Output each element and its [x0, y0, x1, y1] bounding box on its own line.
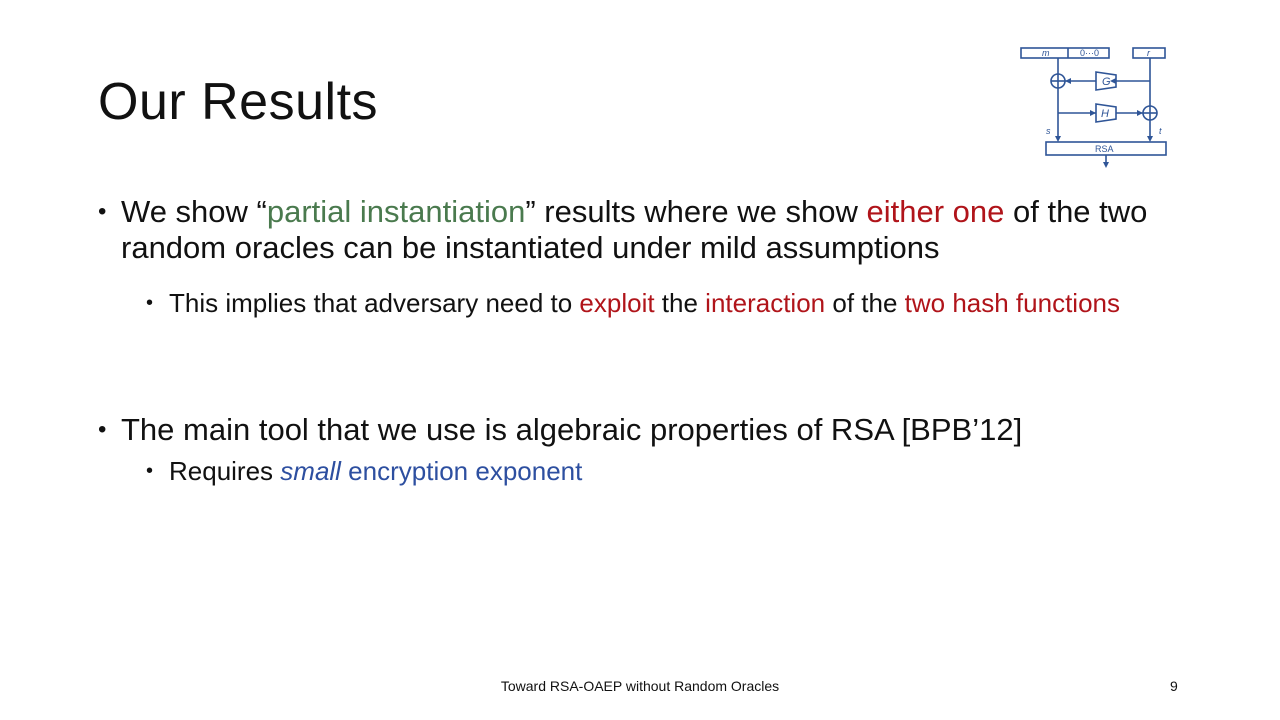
rsa-label: RSA [1095, 144, 1114, 154]
bullet-2 [98, 412, 1178, 448]
s-label: s [1046, 126, 1051, 136]
bullet-1 [98, 194, 1178, 266]
bullet-1-part-0: We show “ [121, 194, 267, 229]
sub-bullet-1-1-part-3: interaction [705, 288, 826, 318]
oaep-diagram [1018, 44, 1170, 170]
sub-bullet-dot: • [146, 460, 154, 482]
bullet-dot: • [98, 416, 107, 443]
bullet-1-text [121, 194, 1178, 266]
t-label: t [1159, 126, 1162, 136]
sub-bullet-2-1-part-0: Requires [169, 456, 281, 486]
bullet-2-text [121, 412, 1178, 448]
bullet-2-part-0: The main tool that we use is algebraic properties of RSA [BPB’12] [121, 412, 1023, 447]
bullet-1-part-3: either one [866, 194, 1005, 229]
sub-bullet-1-1-part-5: two hash functions [904, 288, 1120, 318]
bullet-1-part-4: of the two random oracles can be instantiated under mild assumptions [121, 194, 1148, 265]
sub-bullet-2-1-part-2: encryption exponent [340, 456, 583, 486]
sub-bullet-1-1-part-1: exploit [579, 288, 655, 318]
bullet-1-part-1: partial instantiation [266, 194, 526, 229]
m-label: m [1042, 48, 1050, 58]
bullet-1-part-2: ” results where we show [525, 194, 867, 229]
bullet-dot: • [98, 198, 107, 225]
sub-bullet-1-1-part-2: the [654, 288, 706, 318]
sub-bullet-2-1-part-1: small [280, 456, 341, 486]
page-number: 9 [1170, 678, 1178, 694]
slide-title: Our Results [98, 73, 379, 131]
zeros-label: 0···0 [1080, 48, 1100, 58]
r-label: r [1147, 48, 1150, 58]
sub-bullet-dot: • [146, 292, 154, 314]
sub-bullet-1-1-text [169, 288, 1156, 319]
sub-bullet-2-1 [146, 456, 1156, 487]
sub-bullet-1-1 [146, 288, 1156, 319]
g-label: G [1102, 76, 1111, 88]
h-label: H [1101, 108, 1109, 120]
sub-bullet-1-1-part-0: This implies that adversary need to [169, 288, 580, 318]
slide-footer: Toward RSA-OAEP without Random Oracles [500, 678, 780, 694]
sub-bullet-2-1-text [169, 456, 1156, 487]
sub-bullet-1-1-part-4: of the [825, 288, 905, 318]
